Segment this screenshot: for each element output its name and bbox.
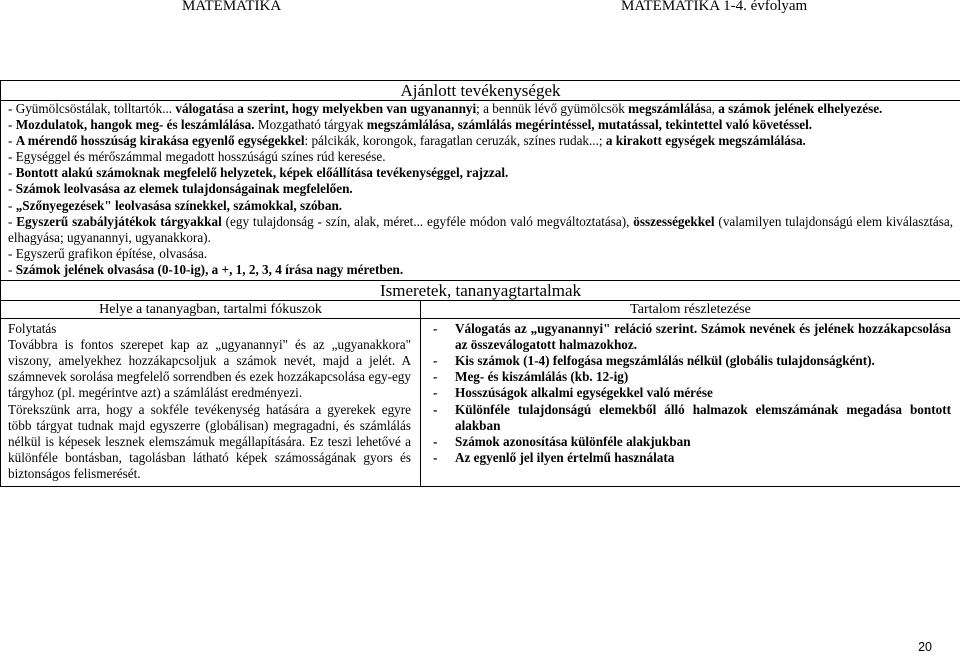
focus-text [1,319,421,487]
activity-text: - Egységgel és mérőszámmal megadott hosszúságú színes rúd keresése. [8,149,386,165]
header-right: MATEMATIKA 1-4. évfolyam [621,0,808,14]
list-dash: - [433,385,438,401]
document-body [0,80,960,487]
activity-text: - [8,117,16,133]
activity-text: Egyszerű szabályjátékok tárgyakkal [16,213,222,229]
list-dash: - [433,401,438,417]
content-detail-item [433,402,951,434]
focus-paragraph: Törekszünk arra, hogy a sokféle tevékenység hatására a gyerekek egyre több tárgyat tudnak majd egyszerre (globálisan) megragadni, és számlálás nélkül is képesek lesznek elemszámuk megállapítására. Ez teszi lehetővé a különféle bontásban, tagolásban látható képek számosságának gyors és biztonságos felismerését. [8,401,411,481]
activity-item [8,117,953,133]
focus-paragraph: Továbbra is fontos szerepet kap az „ugyanannyi" és az „ugyanakkora" viszony, amelyekhez hozzákapcsoljuk a számok nevét, majd a jelét. A számnevek sorolása megfelelő sorrendben és ezek hozzákapcsolása egy-egy tárgyhoz (pl. megérintve azt) a számlálást eredményezi. [8,337,411,401]
activity-text: (egy tulajdonság - szín, alak, méret... egyféle módon való megváltoztatása), [221,213,634,229]
activity-text: - [8,165,16,181]
list-dash: - [433,353,438,369]
activity-text: a szerint, hogy melyekben van ugyanannyi [237,101,477,116]
activity-item [8,133,953,149]
activity-item [8,181,953,197]
continuation-heading: Folytatás [8,321,57,337]
activity-text: „Szőnyegezések" leolvasása színekkel, számokkal, szóban. [15,197,343,213]
activity-item [8,246,953,262]
content-detail-text: Számok azonosítása különféle alakjukban [455,433,691,449]
page-number: 20 [918,640,932,654]
activity-text: - [8,261,16,277]
header-left: MATEMATIKA [182,0,282,14]
content-details [421,319,960,487]
content-detail-text: Az egyenlő jel ilyen értelmű használata [455,449,675,465]
activities-title: Ajánlott tevékenységek [1,81,960,101]
content-detail-item [433,353,951,369]
activity-item [8,149,953,165]
activity-item [8,262,953,278]
content-detail-text: Hosszúságok alkalmi egységekkel való mérése [455,385,713,401]
activity-item [8,198,953,214]
activity-text: a, [705,101,719,116]
activity-text: Számok jelének olvasása (0-10-ig), a +, 1, 2, 3, 4 írása nagy méretben. [15,261,404,277]
content-detail-text: Különféle tulajdonságú elemekből álló halmazok elemszámának megadása bontott alakban [455,401,951,433]
activity-item [8,214,953,246]
activity-text: : pálcikák, korongok, faragatlan ceruzák, színes rudak...; [304,133,606,149]
content-detail-text: Válogatás az „ugyanannyi" reláció szerint. Számok nevének és jelének hozzákapcsolása az összeválogatott halmazokhoz. [455,321,951,353]
activity-text: megszámlálása, számlálás megérintéssel, mutatással, tekintettel való követéssel. [366,117,813,133]
activity-text: a kirakott egységek megszámlálása. [605,133,806,149]
activity-item [8,165,953,181]
content-detail-text: Meg- és kiszámlálás (kb. 12-ig) [455,369,629,385]
content-detail-item [433,434,951,450]
activity-text: megszámlálás [628,101,706,116]
content-detail-item [433,369,951,385]
activity-text: - [8,133,16,149]
right-column-header: Tartalom részletezése [421,301,960,319]
left-column-header: Helye a tananyagban, tartalmi fókuszok [1,301,421,319]
list-dash: - [433,321,438,337]
curriculum-table [0,80,960,487]
activity-text: - [8,197,16,213]
activity-text: (valamilyen tulajdonságú elem kiválasztása, elhagyása; ugyanannyi, ugyanakkora). [8,213,953,245]
activity-text: - [8,181,16,197]
list-dash: - [433,433,438,449]
content-detail-item [433,450,951,466]
activity-text: Számok leolvasása az elemek tulajdonságainak megfelelően. [15,181,353,197]
content-detail-item [433,385,951,401]
content-detail-item [433,321,951,353]
content-detail-list [433,321,951,466]
activity-text: összességekkel [633,213,715,229]
activity-text: Mozdulatok, hangok meg- és leszámlálása. [15,117,255,133]
list-dash: - [433,369,438,385]
activity-text: - Egyszerű grafikon építése, olvasása. [8,245,208,261]
activity-text: válogatás [175,101,229,116]
activity-text: Mozgatható tárgyak [254,117,367,133]
content-detail-text: Kis számok (1-4) felfogása megszámlálás nélkül (globális tulajdonságként). [455,353,875,369]
activity-text: a [228,101,238,116]
activity-text: A mérendő hosszúság kirakása egyenlő egységekkel [15,133,305,149]
list-dash: - [433,449,438,465]
activity-text: - [8,213,17,229]
activity-text: a számok jelének elhelyezése. [718,101,883,116]
activity-text: Bontott alakú számoknak megfelelő helyzetek, képek előállítása tevékenységgel, rajzzal. [15,165,509,181]
knowledge-title: Ismeretek, tananyagtartalmak [1,281,960,301]
activity-text: - Gyümölcsöstálak, tolltartók... [8,101,176,116]
activities-list [1,101,960,281]
activity-text: ; a bennük lévő gyümölcsök [476,101,629,116]
activity-item [8,101,953,117]
